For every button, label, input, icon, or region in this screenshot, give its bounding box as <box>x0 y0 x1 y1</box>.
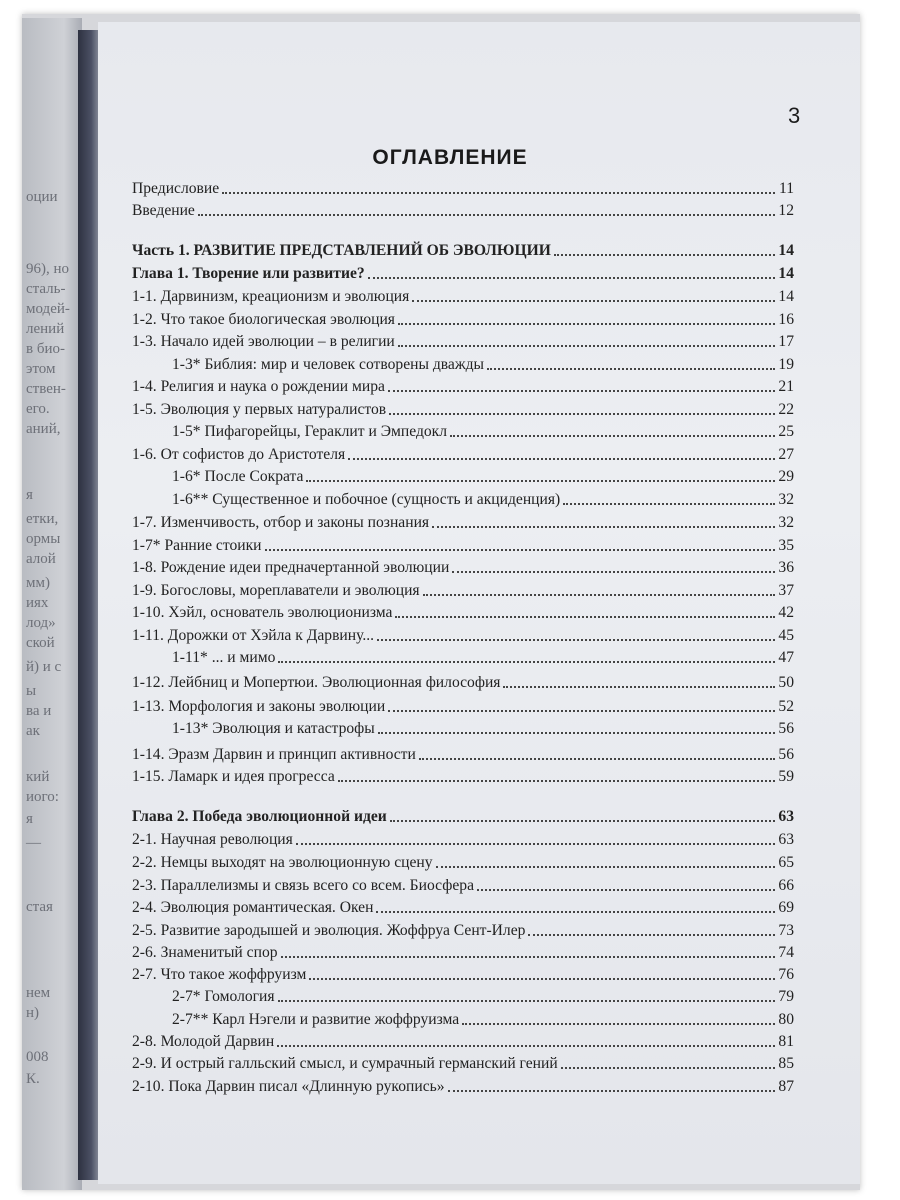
toc-entry-title: 2-7. Что такое жоффруизм <box>132 966 307 983</box>
toc-entry-title: 1-5. Эволюция у первых натуралистов <box>132 401 387 418</box>
previous-page-fragment: в био- <box>26 341 65 357</box>
dot-leader <box>348 458 775 460</box>
toc-entry-page: 45 <box>778 627 794 644</box>
toc-entry-title: 1-4. Религия и наука о рождении мира <box>132 378 385 395</box>
toc-entry-title: 1-9. Богословы, мореплаватели и эволюция <box>132 582 420 599</box>
dot-leader <box>398 345 775 347</box>
toc-entry-page: 85 <box>778 1055 794 1072</box>
dot-leader <box>436 866 775 868</box>
toc-entry-title: Глава 1. Творение или развитие? <box>132 265 365 282</box>
dot-leader <box>412 300 775 302</box>
toc-entry <box>132 307 794 329</box>
toc-entry-title: 1-2. Что такое биологическая эволюция <box>132 311 395 328</box>
previous-page-fragment: 008 <box>26 1049 49 1065</box>
dot-leader <box>487 368 775 370</box>
toc-entry-page: 59 <box>778 768 794 785</box>
dot-leader <box>281 956 775 958</box>
toc-entry-title: 1-12. Лейбниц и Мопертюи. Эволюционная философия <box>132 674 501 691</box>
toc-entry <box>132 352 794 374</box>
toc-entry-page: 42 <box>778 604 794 621</box>
previous-page-text <box>26 18 82 1190</box>
toc-entry-title: 2-9. И острый галльский смысл, и сумрачный германский гений <box>132 1055 558 1072</box>
previous-page-fragment: ормы <box>26 531 61 547</box>
dot-leader <box>423 594 775 596</box>
toc-entry <box>132 873 794 895</box>
previous-page-fragment: аний, <box>26 421 61 437</box>
toc-entry-title: 1-14. Эразм Дарвин и принцип активности <box>132 746 416 763</box>
toc-entry-page: 14 <box>778 265 794 282</box>
toc-entry-page: 80 <box>778 1011 794 1028</box>
toc-entry-page: 56 <box>778 746 794 763</box>
toc-entry-page: 65 <box>778 854 794 871</box>
toc-entry-title: 1-7. Изменчивость, отбор и законы познания <box>132 514 430 531</box>
toc-entry <box>132 1074 794 1096</box>
toc-entry-page: 56 <box>778 720 794 737</box>
previous-page-fragment: — <box>26 835 41 851</box>
dot-leader <box>378 732 775 734</box>
dot-leader <box>450 435 775 437</box>
toc-entry-page: 19 <box>778 356 794 373</box>
toc-entry-page: 35 <box>778 537 794 554</box>
dot-leader <box>554 254 775 256</box>
page-number: 3 <box>788 103 801 128</box>
previous-page-fragment: стая <box>26 899 53 915</box>
previous-page-fragment: оции <box>26 189 58 205</box>
dot-leader <box>277 1045 775 1047</box>
previous-page-fragment: сталь- <box>26 281 66 297</box>
toc-entry-title: 1-11* ... и мимо <box>172 649 276 666</box>
toc-entry <box>132 1029 794 1051</box>
toc-entry-page: 14 <box>778 288 794 305</box>
book-gutter <box>78 30 100 1180</box>
toc-entry-page: 63 <box>778 831 794 848</box>
dot-leader <box>452 571 775 573</box>
dot-leader <box>503 686 775 688</box>
toc-entry <box>132 645 794 667</box>
toc-entry-page: 73 <box>778 922 794 939</box>
toc-entry-title: 2-1. Научная революция <box>132 831 293 848</box>
dot-leader <box>296 843 775 845</box>
dot-leader <box>368 277 775 279</box>
toc-entry-page: 37 <box>778 582 794 599</box>
toc-entry-page: 32 <box>778 491 794 508</box>
toc-entry-title: Часть 1. РАЗВИТИЕ ПРЕДСТАВЛЕНИЙ ОБ ЭВОЛЮЦИИ <box>132 242 551 259</box>
toc-entry <box>132 1051 794 1073</box>
toc-entry-page: 12 <box>778 202 794 219</box>
toc-entry-page: 63 <box>778 808 794 825</box>
dot-leader <box>561 1067 775 1069</box>
toc-entry-title: 2-6. Знаменитый спор <box>132 944 278 961</box>
dot-leader <box>448 1090 775 1092</box>
toc-entry-title: Введение <box>132 202 195 219</box>
dot-leader <box>398 323 775 325</box>
toc-entry-page: 76 <box>778 966 794 983</box>
toc-entry-title: 2-4. Эволюция романтическая. Окен <box>132 899 374 916</box>
previous-page-edge <box>22 18 82 1190</box>
toc-entry-page: 47 <box>778 649 794 666</box>
dot-leader <box>390 820 775 822</box>
toc-entry <box>132 555 794 577</box>
toc-entry <box>132 1007 794 1029</box>
toc-entry-title: 2-8. Молодой Дарвин <box>132 1033 275 1050</box>
dot-leader <box>395 616 775 618</box>
toc-entry <box>132 716 794 738</box>
toc-entry <box>132 374 794 396</box>
dot-leader <box>377 639 775 641</box>
toc-entry-title: 1-10. Хэйл, основатель эволюционизма <box>132 604 393 621</box>
previous-page-fragment: ствен- <box>26 381 66 397</box>
previous-page-fragment: алой <box>26 551 56 567</box>
previous-page-fragment: его. <box>26 401 50 417</box>
previous-page-fragment: етки, <box>26 511 59 527</box>
previous-page-fragment: ак <box>26 723 40 739</box>
toc-entry-page: 14 <box>778 242 794 259</box>
toc-entry-page: 25 <box>778 423 794 440</box>
toc-entry <box>132 464 794 486</box>
toc-entry-page: 52 <box>778 698 794 715</box>
previous-page-fragment: ы <box>26 683 37 699</box>
toc-entry-title: 2-5. Развитие зародышей и эволюция. Жоффруа Сент-Илер <box>132 922 526 939</box>
toc-entry-title: 1-3. Начало идей эволюции – в религии <box>132 333 395 350</box>
toc-entry-page: 16 <box>778 311 794 328</box>
toc-entry <box>132 742 794 764</box>
toc-entry-page: 69 <box>778 899 794 916</box>
toc-entry-page: 11 <box>778 180 794 197</box>
toc-entry-title: 1-3* Библия: мир и человек сотворены дважды <box>172 356 485 373</box>
previous-page-fragment: модей- <box>26 301 70 317</box>
previous-page-fragment: кий <box>26 769 50 785</box>
toc-entry <box>132 962 794 984</box>
previous-page-fragment: иого: <box>26 789 59 805</box>
dot-leader <box>278 1000 775 1002</box>
previous-page-fragment: н) <box>26 1005 40 1021</box>
dot-leader <box>338 780 775 782</box>
toc-entry-page: 50 <box>778 674 794 691</box>
toc-entry <box>132 850 794 872</box>
previous-page-fragment: иях <box>26 595 49 611</box>
toc-entry <box>132 623 794 645</box>
previous-page-fragment: я <box>26 487 33 503</box>
toc-entry-page: 32 <box>778 514 794 531</box>
toc-entry-page: 36 <box>778 559 794 576</box>
page-title: ОГЛАВЛЕНИЕ <box>372 146 528 169</box>
toc-entry <box>132 600 794 622</box>
toc-entry-page: 21 <box>778 378 794 395</box>
toc-entry <box>132 918 794 940</box>
toc-entry <box>132 510 794 532</box>
toc-entry <box>132 895 794 917</box>
dot-leader <box>265 549 775 551</box>
toc-entry <box>132 442 794 464</box>
toc-entry-title: 1-6* После Сократа <box>172 468 304 485</box>
toc-entry-page: 22 <box>778 401 794 418</box>
toc-entry-title: 1-8. Рождение идеи предначертанной эволюции <box>132 559 450 576</box>
toc-entry-title: 1-7* Ранние стоики <box>132 537 262 554</box>
previous-page-fragment: ва и <box>26 703 52 719</box>
toc-entry <box>132 176 794 198</box>
previous-page-fragment: ской <box>26 635 55 651</box>
dot-leader <box>306 480 775 482</box>
dot-leader <box>477 889 775 891</box>
toc-entry-title: Глава 2. Победа эволюционной идеи <box>132 808 387 825</box>
dot-leader <box>198 214 775 216</box>
toc-entry <box>132 827 794 849</box>
dot-leader <box>419 758 775 760</box>
toc-entry-title: 2-2. Немцы выходят на эволюционную сцену <box>132 854 433 871</box>
dot-leader <box>376 911 775 913</box>
dot-leader <box>389 413 775 415</box>
toc-entry-title: 1-5* Пифагорейцы, Гераклит и Эмпедокл <box>172 423 448 440</box>
dot-leader <box>309 978 775 980</box>
toc-entry <box>132 397 794 419</box>
toc-entry-page: 79 <box>778 988 794 1005</box>
toc-entry <box>132 940 794 962</box>
toc-entry <box>132 804 794 826</box>
toc-entry <box>132 764 794 786</box>
toc-entry <box>132 238 794 260</box>
previous-page-fragment: этом <box>26 361 56 377</box>
toc-entry <box>132 533 794 555</box>
toc-entry <box>132 329 794 351</box>
toc-entry-title: 1-13. Морфология и законы эволюции <box>132 698 386 715</box>
previous-page-fragment: й) и с <box>26 659 62 675</box>
toc-entry-title: 1-6. От софистов до Аристотеля <box>132 446 346 463</box>
toc-entry <box>132 261 794 283</box>
toc-entry-title: 2-10. Пока Дарвин писал «Длинную рукопись» <box>132 1078 445 1095</box>
toc-entry <box>132 984 794 1006</box>
toc-entry <box>132 284 794 306</box>
toc-entry-title: 2-7* Гомология <box>172 988 275 1005</box>
dot-leader <box>278 661 775 663</box>
dot-leader <box>222 192 775 194</box>
toc-entry-page: 66 <box>778 877 794 894</box>
previous-page-fragment: нем <box>26 985 51 1001</box>
toc-entry <box>132 670 794 692</box>
toc-entry-title: 2-3. Параллелизмы и связь всего со всем. Биосфера <box>132 877 475 894</box>
previous-page-fragment: мм) <box>26 575 50 591</box>
dot-leader <box>388 390 775 392</box>
dot-leader <box>528 934 775 936</box>
dot-leader <box>388 710 775 712</box>
dot-leader <box>432 526 775 528</box>
toc-entry-page: 29 <box>778 468 794 485</box>
dot-leader <box>462 1023 775 1025</box>
previous-page-fragment: я <box>26 811 33 827</box>
toc-entry-title: 1-11. Дорожки от Хэйла к Дарвину... <box>132 627 375 644</box>
toc-entry <box>132 694 794 716</box>
toc-entry-page: 81 <box>778 1033 794 1050</box>
toc-entry-title: 1-6** Существенное и побочное (сущность и акциденция) <box>172 491 561 508</box>
toc-entry-title: 1-13* Эволюция и катастрофы <box>172 720 375 737</box>
previous-page-fragment: лений <box>26 321 65 337</box>
dot-leader <box>563 503 775 505</box>
toc-entry-page: 27 <box>778 446 794 463</box>
toc-entry-title: 1-15. Ламарк и идея прогресса <box>132 768 335 785</box>
toc-entry-page: 17 <box>778 333 794 350</box>
toc-entry-title: Предисловие <box>132 180 220 197</box>
toc-entry <box>132 198 794 220</box>
previous-page-fragment: лод» <box>26 615 56 631</box>
toc-entry-page: 87 <box>778 1078 794 1095</box>
toc-entry <box>132 578 794 600</box>
previous-page-fragment: К. <box>26 1071 40 1087</box>
toc-entry-title: 2-7** Карл Нэгели и развитие жоффруизма <box>172 1011 460 1028</box>
toc-entry-page: 74 <box>778 944 794 961</box>
toc-entry-title: 1-1. Дарвинизм, креационизм и эволюция <box>132 288 410 305</box>
toc-entry <box>132 487 794 509</box>
previous-page-fragment: 96), но <box>26 261 70 277</box>
toc-entry <box>132 419 794 441</box>
